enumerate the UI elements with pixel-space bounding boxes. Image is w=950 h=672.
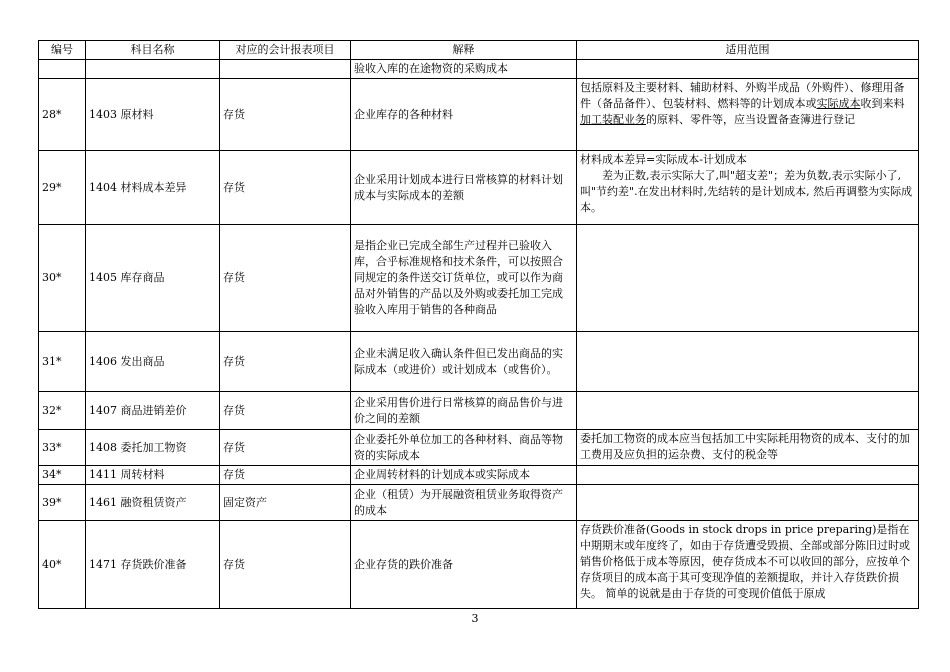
cell-number: 32* bbox=[39, 392, 86, 430]
cell-scope: 包括原料及主要材料、辅助材料、外购半成品（外购件）、修理用备件（备品备件）、包装材料、燃料等的计划成本或实际成本收到来料加工装配业务的原料、零件等，应当设置备查簿进行登记 bbox=[577, 79, 919, 151]
cell-report-item: 存货 bbox=[220, 392, 351, 430]
cell-scope: 材料成本差异=实际成本-计划成本 差为正数,表示实际大了,叫"超支差"；差为负数,表示实际小了,叫"节约差".在发出材料时,先结转的是计划成本, 然后再调整为实际成本。 bbox=[577, 151, 919, 225]
cell-account-name: 1461 融资租赁资产 bbox=[86, 485, 220, 521]
cell-scope bbox=[577, 392, 919, 430]
cell-number: 29* bbox=[39, 151, 86, 225]
cell-explanation: 企业库存的各种材料 bbox=[351, 79, 577, 151]
cell-scope bbox=[577, 485, 919, 521]
cell-explanation: 验收入库的在途物资的采购成本 bbox=[351, 60, 577, 79]
cell-report-item: 固定资产 bbox=[220, 485, 351, 521]
cell-account-name: 1405 库存商品 bbox=[86, 225, 220, 332]
table-row bbox=[39, 225, 919, 332]
header-report-item: 对应的会计报表项目 bbox=[220, 41, 351, 60]
table-header-row bbox=[39, 41, 919, 60]
cell-explanation: 企业采用计划成本进行日常核算的材料计划成本与实际成本的差额 bbox=[351, 151, 577, 225]
cell-number: 31* bbox=[39, 332, 86, 392]
header-scope: 适用范围 bbox=[577, 41, 919, 60]
cell-account-name: 1407 商品进销差价 bbox=[86, 392, 220, 430]
table-row bbox=[39, 430, 919, 466]
cell-report-item: 存货 bbox=[220, 151, 351, 225]
cell-scope: 委托加工物资的成本应当包括加工中实际耗用物资的成本、支付的加工费用及应负担的运杂费、支付的税金等 bbox=[577, 430, 919, 466]
page-number: 3 bbox=[471, 612, 479, 625]
cell-explanation: 是指企业已完成全部生产过程并已验收入库，合乎标准规格和技术条件，可以按照合同规定的条件送交订货单位，或可以作为商品对外销售的产品以及外购或委托加工完成验收入库用于销售的各种商品 bbox=[351, 225, 577, 332]
accounts-table bbox=[38, 40, 919, 609]
cell-scope: 存货跌价准备(Goods in stock drops in price preparing)是指在中期期末或年度终了，如由于存货遭受毁损、全部或部分陈旧过时或销售价格低于成本等原因，使存货成本不可以收回的部分，应按单个存货项目的成本高于其可变现净值的差额提取，并计入存货跌价损失。 简单的说就是由于存货的可变现价值低于原成 bbox=[577, 521, 919, 609]
cell-number: 28* bbox=[39, 79, 86, 151]
cell-scope bbox=[577, 332, 919, 392]
cell-explanation: 企业周转材料的计划成本或实际成本 bbox=[351, 466, 577, 485]
header-account-name: 科目名称 bbox=[86, 41, 220, 60]
cell-number: 40* bbox=[39, 521, 86, 609]
cell-number: 39* bbox=[39, 485, 86, 521]
cell-report-item: 存货 bbox=[220, 521, 351, 609]
cell-explanation: 企业采用售价进行日常核算的商品售价与进价之间的差额 bbox=[351, 392, 577, 430]
cell-explanation: 企业（租赁）为开展融资租赁业务取得资产的成本 bbox=[351, 485, 577, 521]
table-row bbox=[39, 392, 919, 430]
table-row bbox=[39, 79, 919, 151]
cell-account-name: 1403 原材料 bbox=[86, 79, 220, 151]
cell-report-item: 存货 bbox=[220, 225, 351, 332]
table-row bbox=[39, 466, 919, 485]
cell-report-item: 存货 bbox=[220, 332, 351, 392]
header-number: 编号 bbox=[39, 41, 86, 60]
cell-scope bbox=[577, 466, 919, 485]
cell-report-item: 存货 bbox=[220, 430, 351, 466]
table-row bbox=[39, 151, 919, 225]
cell-number: 30* bbox=[39, 225, 86, 332]
cell-account-name: 1411 周转材料 bbox=[86, 466, 220, 485]
cell-explanation: 企业未满足收入确认条件但已发出商品的实际成本（或进价）或计划成本（或售价）。 bbox=[351, 332, 577, 392]
cell-account-name: 1404 材料成本差异 bbox=[86, 151, 220, 225]
table-row bbox=[39, 332, 919, 392]
table-row bbox=[39, 485, 919, 521]
cell-report-item: 存货 bbox=[220, 79, 351, 151]
header-explanation: 解释 bbox=[351, 41, 577, 60]
cell-account-name: 1408 委托加工物资 bbox=[86, 430, 220, 466]
cell-number: 34* bbox=[39, 466, 86, 485]
cell-report-item: 存货 bbox=[220, 466, 351, 485]
cell-explanation: 企业存货的跌价准备 bbox=[351, 521, 577, 609]
cell-account-name: 1471 存货跌价准备 bbox=[86, 521, 220, 609]
cell-number: 33* bbox=[39, 430, 86, 466]
cell-scope bbox=[577, 225, 919, 332]
table-row bbox=[39, 521, 919, 609]
table-row bbox=[39, 60, 919, 79]
cell-explanation: 企业委托外单位加工的各种材料、商品等物资的实际成本 bbox=[351, 430, 577, 466]
cell-account-name: 1406 发出商品 bbox=[86, 332, 220, 392]
